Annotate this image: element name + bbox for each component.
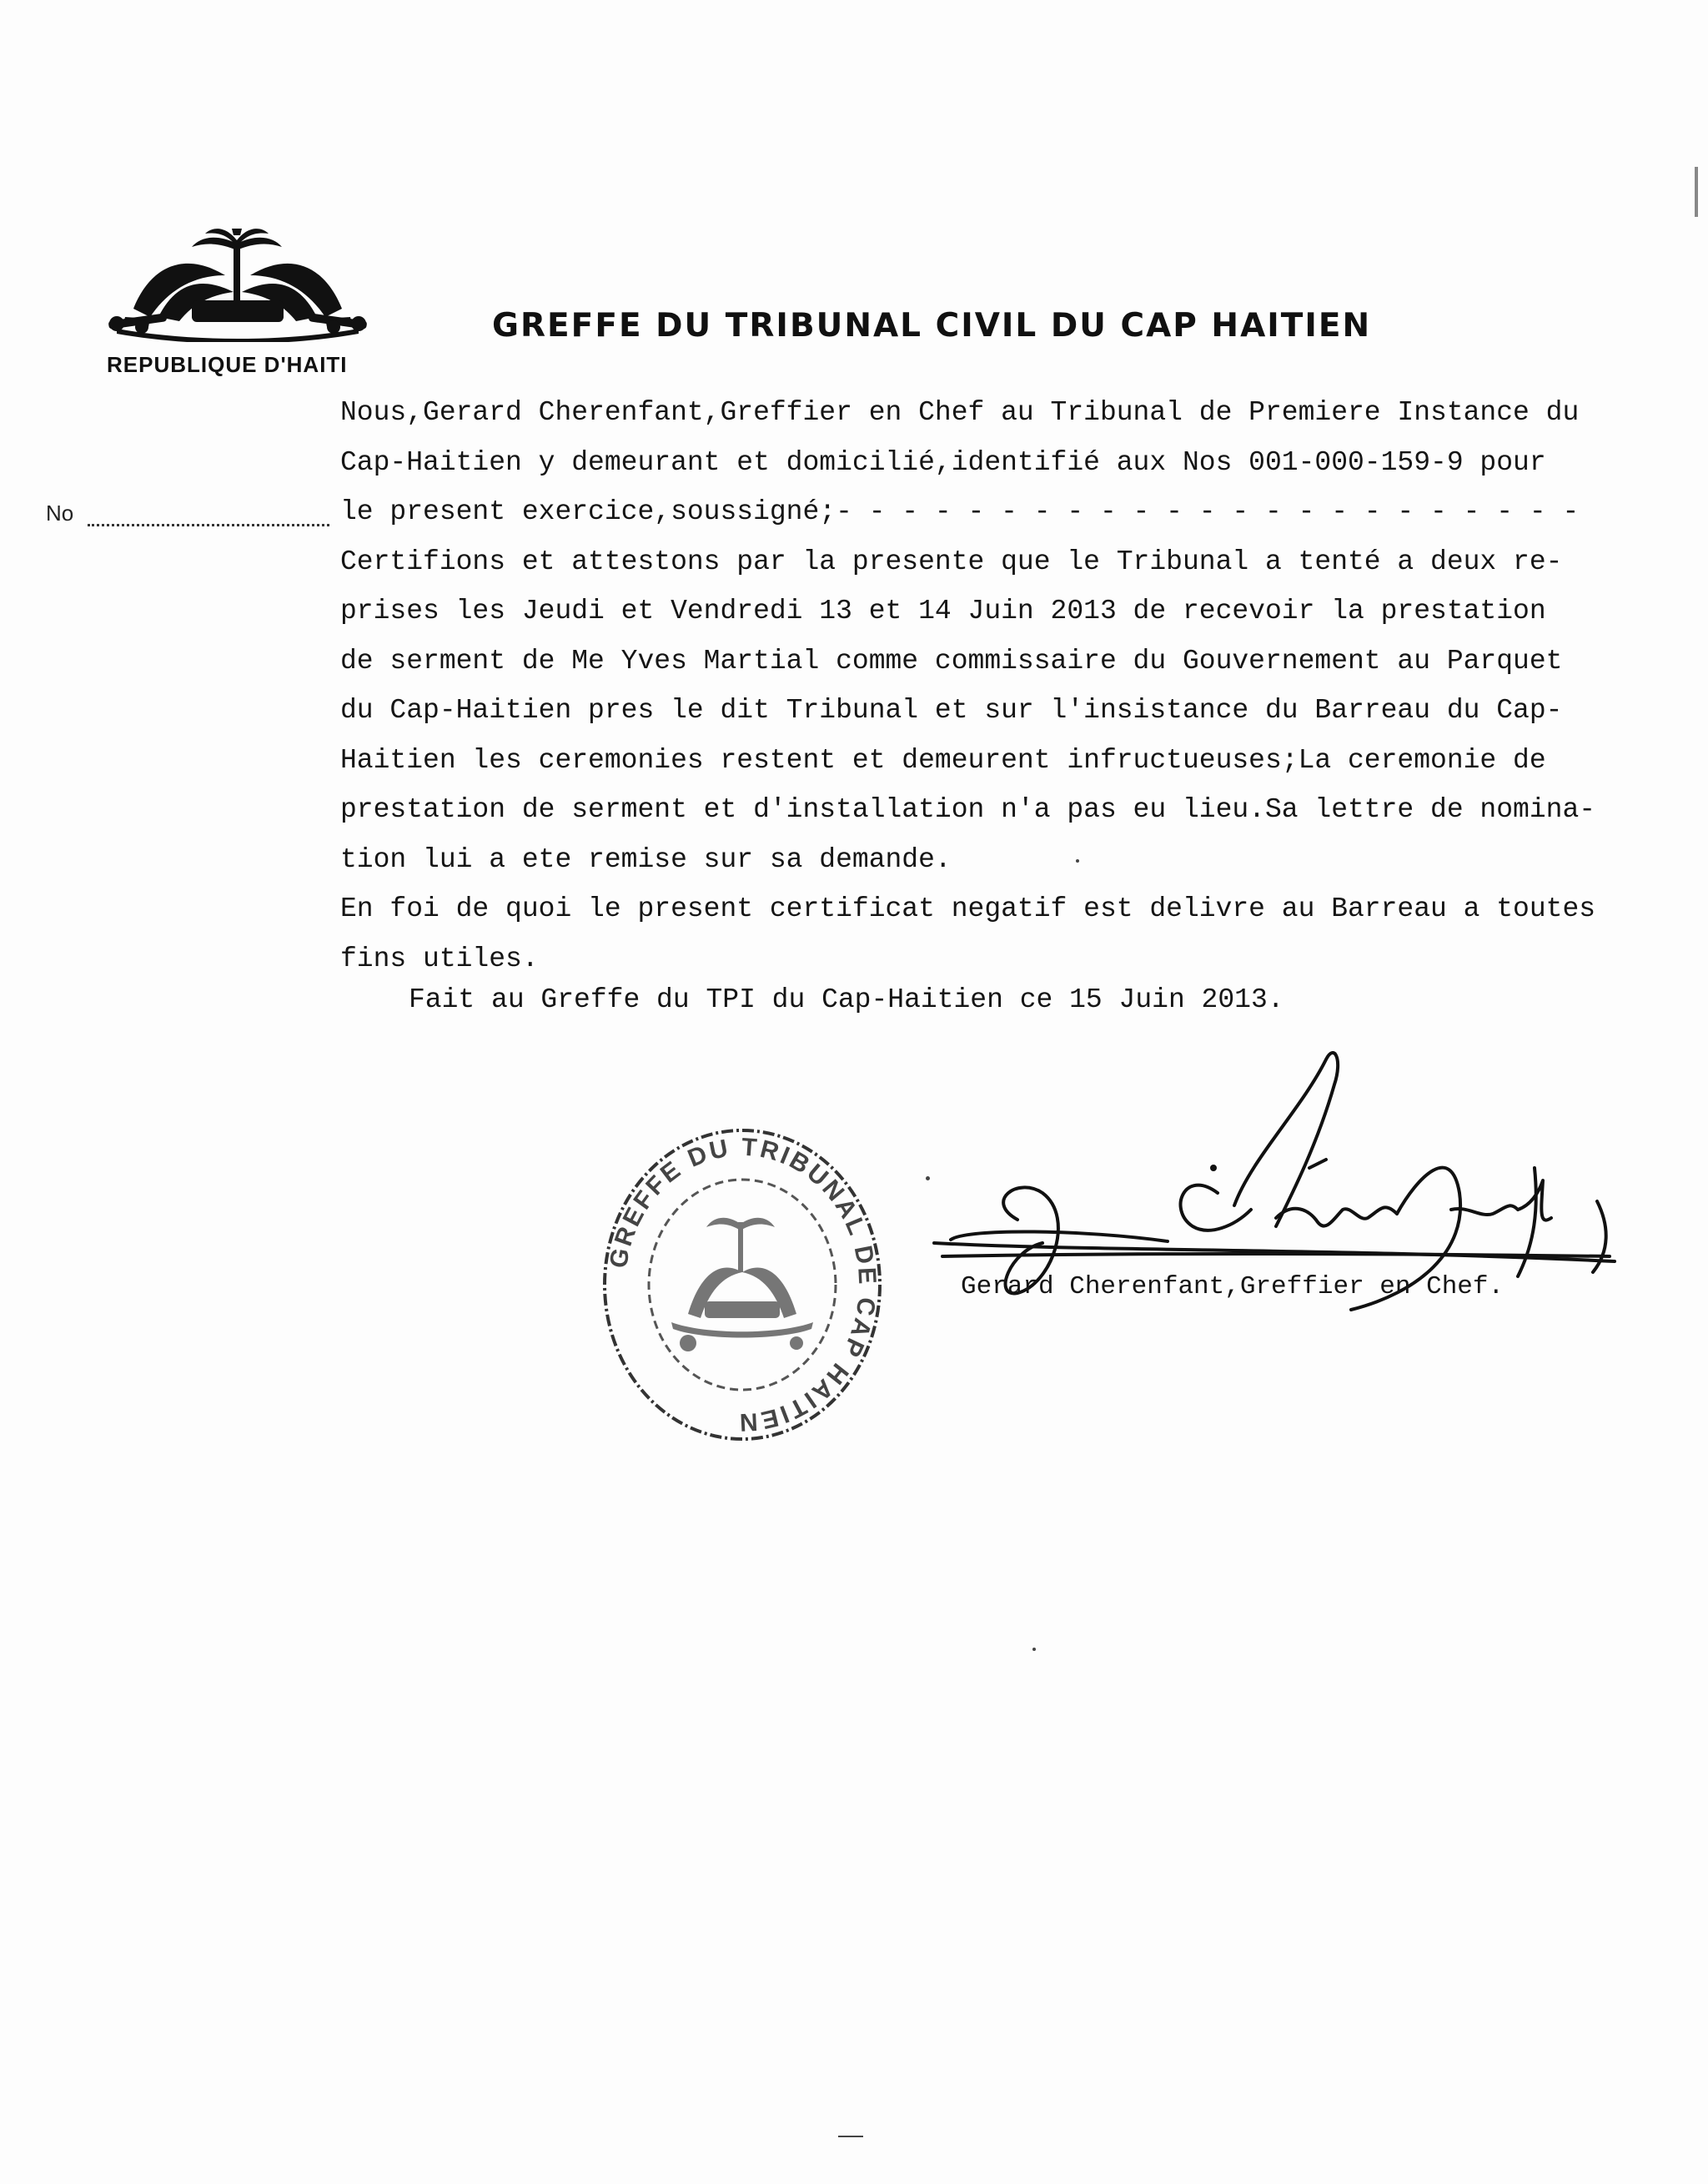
body-line: Nous,Gerard Cherenfant,Greffier en Chef au Tribunal de Premiere Instance du [340,397,1580,428]
body-line: En foi de quoi le present certificat negatif est delivre au Barreau a toutes [340,893,1596,924]
body-line: Certifions et attestons par la presente que le Tribunal a tenté a deux re- [340,546,1563,577]
body-line: fins utiles. [340,943,539,974]
body-line: du Cap-Haitien pres le dit Tribunal et sur l'insistance du Barreau du Cap- [340,695,1563,726]
body-line: de serment de Me Yves Martial comme commissaire du Gouvernement au Parquet [340,645,1563,677]
scan-speck [1076,859,1079,863]
reference-number-label: No [46,501,74,526]
body-line: prestation de serment et d'installation n'a pas eu lieu.Sa lettre de nomina- [340,794,1596,825]
scan-speck [838,2136,863,2137]
body-line: tion lui a ete remise sur sa demande. [340,843,952,875]
court-stamp [596,1105,888,1464]
body-line: Cap-Haitien y demeurant et domicilié,identifié aux Nos 001-000-159-9 pour [340,446,1546,478]
reference-number-field [88,524,329,526]
date-signoff: Fait au Greffe du TPI du Cap-Haitien ce 15 Juin 2013. [409,984,1284,1015]
body-line: le present exercice,soussigné;- - - - - - - - - - - - - - - - - - - - - - - [340,496,1580,527]
certificate-body [340,388,1641,984]
body-line: Haitien les ceremonies restent et demeurent infructueuses;La ceremonie de [340,744,1546,776]
stamp-text: GREFFE DU TRIBUNAL DE CAP HAITIEN [604,1133,882,1437]
office-title: GREFFE DU TRIBUNAL CIVIL DU CAP HAITIEN [492,307,1372,345]
scan-speck [1032,1648,1036,1651]
body-line: prises les Jeudi et Vendredi 13 et 14 Juin 2013 de recevoir la prestation [340,596,1546,627]
scan-edge-mark [1695,167,1698,217]
republic-label: REPUBLIQUE D'HAITI [107,352,348,377]
signer-name: Gerard Cherenfant,Greffier en Chef. [961,1272,1505,1301]
coat-of-arms-emblem [100,225,375,342]
scan-speck [926,1176,930,1180]
